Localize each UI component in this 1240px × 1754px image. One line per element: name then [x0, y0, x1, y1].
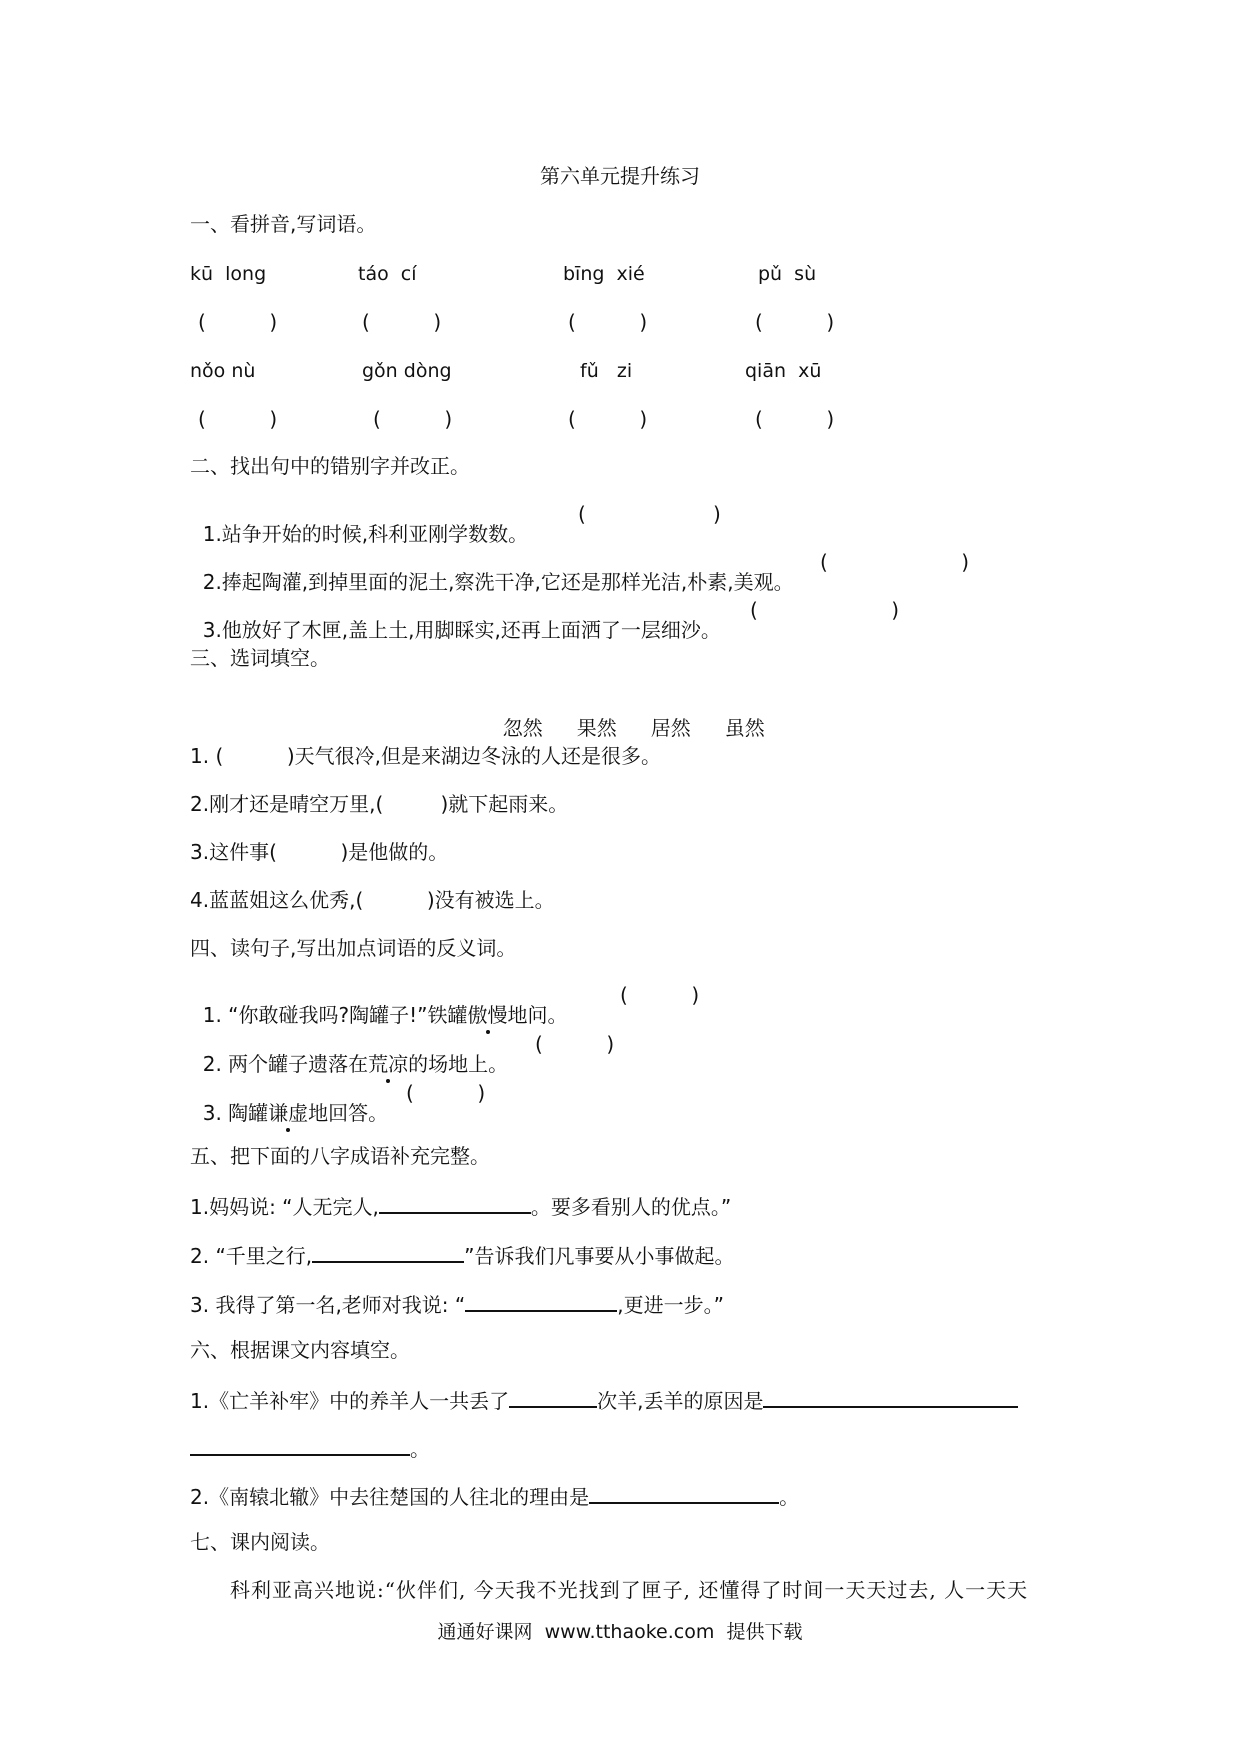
- pinyin: gǒn dòng: [362, 360, 452, 382]
- answer-blank[interactable]: ( ): [406, 1081, 486, 1105]
- question-text: ”告诉我们凡事要从小事做起。: [464, 1244, 735, 1268]
- answer-blank[interactable]: ( ): [578, 502, 721, 526]
- answer-blank[interactable]: ( ): [362, 310, 442, 334]
- question-text: 地问。: [507, 1003, 568, 1027]
- question-text: 次羊,丢羊的原因是: [597, 1389, 764, 1413]
- answer-line[interactable]: [190, 1436, 410, 1456]
- page-title: 第六单元提升练习: [540, 164, 700, 188]
- answer-line[interactable]: [465, 1292, 617, 1312]
- question-text: 1. “你敢碰我吗?陶罐子!”铁罐: [202, 1003, 468, 1027]
- answer-blank[interactable]: [363, 888, 427, 912]
- question-text: 3.他放好了木匣,盖上土,用脚睬实,还再上面洒了一层细沙。: [202, 618, 721, 642]
- answer-blank[interactable]: ( ): [620, 983, 700, 1007]
- question-text: 3.这件事(: [190, 840, 277, 864]
- question-text: 。: [779, 1485, 800, 1509]
- choice-word: 居然: [650, 716, 691, 740]
- question-text: 1.《亡羊补牢》中的养羊人一共丢了: [190, 1389, 510, 1413]
- question-text: 1. (: [190, 744, 224, 768]
- dotted-word: 谦虚: [268, 1101, 309, 1125]
- answer-blank[interactable]: ( ): [750, 598, 900, 622]
- answer-blank[interactable]: ( ): [198, 310, 278, 334]
- choice-word: 忽然: [502, 716, 543, 740]
- section-4-heading: 四、读句子,写出加点词语的反义词。: [190, 936, 517, 960]
- question-text: 2.刚才还是晴空万里,(: [190, 792, 384, 816]
- idiom-item-3: [190, 1292, 724, 1315]
- pinyin: fǔ zi: [580, 360, 633, 382]
- pinyin: pǔ sù: [758, 263, 817, 285]
- question-text: )就下起雨来。: [440, 792, 569, 816]
- answer-blank[interactable]: [223, 744, 287, 768]
- idiom-item-2: [190, 1243, 735, 1266]
- question-text: 3. 陶罐: [202, 1101, 269, 1125]
- pinyin: nǒo nù: [190, 360, 256, 382]
- answer-blank[interactable]: ( ): [535, 1032, 615, 1056]
- question-text: 2. 两个罐子遗落在: [202, 1052, 369, 1076]
- fill-text-item-1-cont: [190, 1436, 430, 1459]
- fill-item-4: [190, 890, 555, 910]
- pinyin: táo cí: [358, 263, 417, 285]
- answer-line[interactable]: [312, 1243, 464, 1263]
- pinyin: qiān xū: [745, 360, 822, 382]
- question-text: ,更进一步。”: [617, 1293, 724, 1317]
- choice-word: 果然: [576, 716, 617, 740]
- question-text: 4.蓝蓝姐这么优秀,(: [190, 888, 364, 912]
- question-text: 的场地上。: [408, 1052, 509, 1076]
- question-text: )是他做的。: [340, 840, 449, 864]
- answer-line[interactable]: [509, 1388, 597, 1408]
- section-1-heading: 一、看拼音,写词语。: [190, 212, 377, 236]
- fill-item-3: [190, 842, 448, 862]
- answer-blank[interactable]: ( ): [755, 407, 835, 431]
- word-choices: [490, 698, 765, 738]
- answer-blank[interactable]: [277, 840, 341, 864]
- answer-line[interactable]: [379, 1194, 531, 1214]
- choice-word: 虽然: [724, 716, 765, 740]
- answer-blank[interactable]: ( ): [373, 407, 453, 431]
- answer-blank[interactable]: [383, 792, 440, 816]
- answer-blank[interactable]: ( ): [820, 550, 970, 574]
- answer-line[interactable]: [589, 1484, 779, 1504]
- fill-item-1: [190, 746, 661, 766]
- question-text: 2. “千里之行,: [190, 1244, 313, 1268]
- answer-blank[interactable]: ( ): [755, 310, 835, 334]
- question-text: )没有被选上。: [426, 888, 555, 912]
- question-text: 。要多看别人的优点。”: [530, 1195, 732, 1219]
- page-footer: 通通好课网 www.tthaoke.com 提供下载: [437, 1621, 803, 1643]
- answer-line[interactable]: [763, 1388, 1018, 1408]
- pinyin: bīng xié: [563, 263, 645, 285]
- section-3-heading: 三、选词填空。: [190, 646, 330, 670]
- section-7-heading: 七、课内阅读。: [190, 1530, 330, 1554]
- question-text: 1.妈妈说: “人无完人,: [190, 1195, 379, 1219]
- fill-text-item-1: [190, 1388, 1018, 1411]
- fill-item-2: [190, 794, 568, 814]
- answer-blank[interactable]: ( ): [568, 310, 648, 334]
- reading-passage: 科利亚高兴地说:“伙伴们, 今天我不光找到了匣子, 还懂得了时间一天天过去, 人一天天: [230, 1578, 1029, 1602]
- pinyin: kū long: [190, 263, 267, 285]
- fill-text-item-2: [190, 1484, 799, 1507]
- dotted-word: 荒凉: [368, 1052, 409, 1076]
- section-2-heading: 二、找出句中的错别字并改正。: [190, 454, 470, 478]
- answer-blank[interactable]: ( ): [568, 407, 648, 431]
- question-text: 1.站争开始的时候,科利亚刚学数数。: [202, 522, 529, 546]
- idiom-item-1: [190, 1194, 731, 1217]
- question-text: 。: [410, 1437, 430, 1461]
- question-text: 3. 我得了第一名,老师对我说: “: [190, 1293, 466, 1317]
- antonym-item-3: [190, 1081, 486, 1143]
- question-text: )天气很冷,但是来湖边冬泳的人还是很多。: [286, 744, 661, 768]
- dotted-word: 傲慢: [467, 1003, 508, 1027]
- section-5-heading: 五、把下面的八字成语补充完整。: [190, 1144, 490, 1168]
- answer-blank[interactable]: ( ): [198, 407, 278, 431]
- question-text: 2.《南辕北辙》中去往楚国的人往北的理由是: [190, 1485, 590, 1509]
- section-6-heading: 六、根据课文内容填空。: [190, 1338, 410, 1362]
- question-text: 地回答。: [308, 1101, 389, 1125]
- question-text: 2.捧起陶灌,到掉里面的泥土,察洗干净,它还是那样光洁,朴素,美观。: [202, 570, 794, 594]
